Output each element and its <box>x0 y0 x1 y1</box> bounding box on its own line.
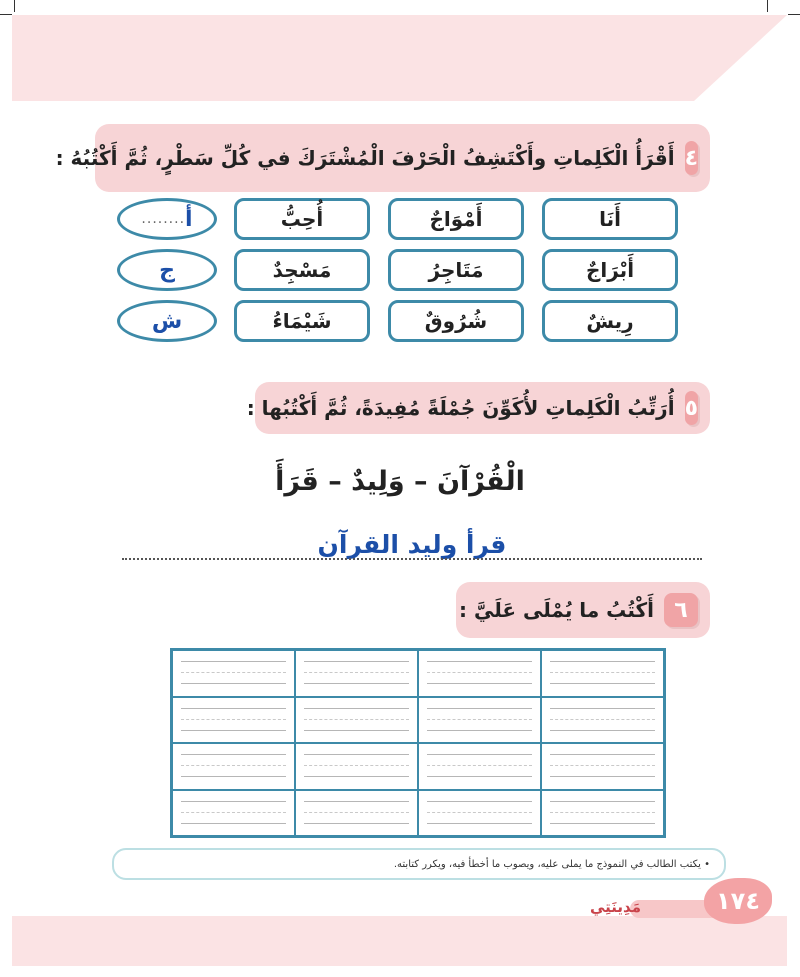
word-box: مَتَاجِرُ <box>388 249 524 291</box>
exercise-4-number: ٤ <box>685 141 698 175</box>
teacher-note <box>112 848 726 880</box>
top-decorative-band <box>12 15 787 101</box>
answer-dots: ........ <box>141 211 186 227</box>
writing-cell[interactable] <box>418 697 541 744</box>
page-number: ١٧٤ <box>704 878 772 924</box>
scrambled-words: الْقُرْآنَ – وَلِيدٌ – قَرَأَ <box>275 466 525 497</box>
writing-cell[interactable] <box>172 743 295 790</box>
sentence-answer: قرأ وليد القرآن <box>317 530 507 559</box>
answer-letter: ج <box>159 257 175 283</box>
writing-grid <box>170 648 666 838</box>
writing-cell[interactable] <box>295 697 418 744</box>
exercise-5-instruction: أُرَتِّبُ الْكَلِماتِ لأُكَوِّنَ جُمْلَةً مُفِيدَةً، ثُمَّ أَكْتُبُها : <box>246 396 675 420</box>
answer-dotted-line[interactable] <box>122 558 702 560</box>
word-box: أَمْوَاجٌ <box>388 198 524 240</box>
exercise-6-number: ٦ <box>664 593 698 627</box>
word-box: أَبْرَاجٌ <box>542 249 678 291</box>
writing-cell[interactable] <box>172 650 295 697</box>
word-box: أَنَا <box>542 198 678 240</box>
answer-letter: ش <box>151 308 183 334</box>
word-box: أُحِبُّ <box>234 198 370 240</box>
writing-cell[interactable] <box>295 790 418 837</box>
crop-mark <box>14 0 33 12</box>
bottom-decorative-band <box>12 916 787 966</box>
exercise-4-header <box>55 124 710 192</box>
writing-cell[interactable] <box>418 743 541 790</box>
word-box: شَيْمَاءُ <box>234 300 370 342</box>
writing-cell[interactable] <box>541 650 664 697</box>
word-box: مَسْجِدٌ <box>234 249 370 291</box>
exercise-4-instruction: أَقْرَأُ الْكَلِماتِ وأَكْتَشِفُ الْحَرْفَ الْمُشْتَرَكَ في كُلِّ سَطْرٍ، ثُمَّ أَكْتُبُهُ : <box>55 146 675 170</box>
exercise-5-header <box>246 382 710 434</box>
word-box: رِيشٌ <box>542 300 678 342</box>
answer-oval[interactable] <box>117 198 217 240</box>
exercise-5-number: ٥ <box>685 391 698 425</box>
crop-mark <box>788 14 800 33</box>
word-box: شُرُوقٌ <box>388 300 524 342</box>
writing-cell[interactable] <box>172 697 295 744</box>
crop-mark <box>767 0 786 12</box>
answer-letter: أ <box>185 206 193 232</box>
writing-cell[interactable] <box>295 650 418 697</box>
answer-oval[interactable] <box>117 300 217 342</box>
writing-cell[interactable] <box>418 790 541 837</box>
exercise-6-instruction: أَكْتُبُ ما يُمْلَى عَلَيَّ : <box>459 598 654 622</box>
writing-cell[interactable] <box>418 650 541 697</box>
exercise-6-header <box>456 582 710 638</box>
writing-cell[interactable] <box>541 697 664 744</box>
writing-cell[interactable] <box>172 790 295 837</box>
writing-cell[interactable] <box>541 743 664 790</box>
teacher-note-text: • يكتب الطالب في النموذج ما يملى عليه، ويصوب ما أخطأ فيه، ويكرر كتابته. <box>393 858 710 870</box>
book-title: مَدِينَتِي <box>590 898 642 916</box>
writing-cell[interactable] <box>541 790 664 837</box>
crop-mark <box>0 14 12 33</box>
writing-cell[interactable] <box>295 743 418 790</box>
answer-oval[interactable] <box>117 249 217 291</box>
